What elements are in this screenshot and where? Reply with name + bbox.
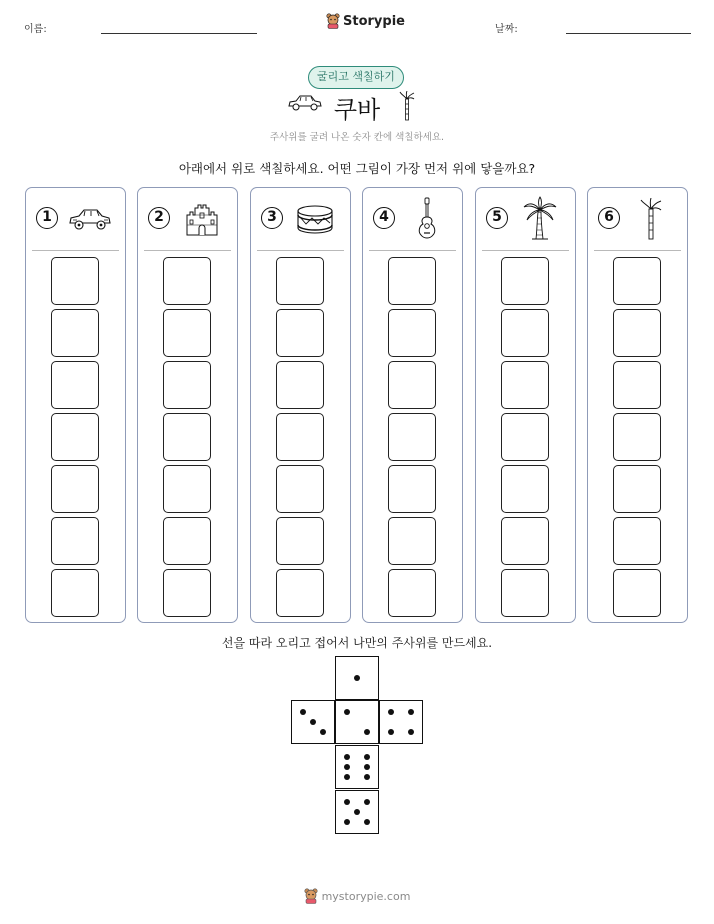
color-box[interactable]	[501, 257, 549, 305]
column-number: 1	[36, 207, 58, 229]
color-box[interactable]	[51, 361, 99, 409]
color-box[interactable]	[613, 309, 661, 357]
color-box[interactable]	[51, 413, 99, 461]
color-box[interactable]	[501, 309, 549, 357]
color-box[interactable]	[276, 569, 324, 617]
column-4	[362, 187, 463, 623]
color-box[interactable]	[276, 413, 324, 461]
color-box[interactable]	[388, 517, 436, 565]
column-divider	[144, 250, 231, 251]
die-pip	[344, 709, 350, 715]
column-header	[251, 188, 350, 251]
guitar-icon	[415, 197, 439, 241]
vintage-car-icon	[68, 206, 112, 232]
die-pip	[408, 709, 414, 715]
subtitle: 주사위를 굴려 나온 숫자 칸에 색칠하세요.	[269, 132, 445, 143]
color-box[interactable]	[51, 465, 99, 513]
color-box[interactable]	[276, 257, 324, 305]
die-face-1	[335, 656, 379, 700]
die-pip	[364, 754, 370, 760]
die-pip	[364, 764, 370, 770]
die-pip	[364, 819, 370, 825]
column-number: 4	[373, 207, 395, 229]
die-pip	[388, 729, 394, 735]
column-header	[363, 188, 462, 251]
color-box[interactable]	[613, 465, 661, 513]
column-divider	[257, 250, 344, 251]
footer	[0, 888, 714, 904]
color-box[interactable]	[163, 569, 211, 617]
color-box[interactable]	[51, 569, 99, 617]
column-6	[587, 187, 688, 623]
column-header	[588, 188, 687, 251]
die-pip	[364, 799, 370, 805]
color-box[interactable]	[276, 361, 324, 409]
date-line	[566, 33, 691, 34]
brand-name: Storypie	[343, 13, 405, 29]
color-box[interactable]	[51, 517, 99, 565]
column-3	[250, 187, 351, 623]
color-box[interactable]	[163, 361, 211, 409]
column-number: 5	[486, 207, 508, 229]
column-number: 6	[598, 207, 620, 229]
color-box[interactable]	[501, 413, 549, 461]
die-pip	[344, 754, 350, 760]
color-box[interactable]	[613, 569, 661, 617]
die-pip	[344, 799, 350, 805]
die-face-2	[335, 700, 379, 744]
castle-icon	[184, 201, 220, 237]
bear-icon	[326, 13, 340, 29]
color-box[interactable]	[388, 361, 436, 409]
name-line	[101, 33, 257, 34]
die-pip	[364, 774, 370, 780]
fold-instruction: 선을 따라 오리고 접어서 나만의 주사위를 만드세요.	[221, 636, 493, 650]
page-title: 쿠바	[333, 96, 381, 124]
color-box[interactable]	[388, 257, 436, 305]
column-divider	[482, 250, 569, 251]
color-box[interactable]	[613, 517, 661, 565]
color-box[interactable]	[501, 361, 549, 409]
column-divider	[369, 250, 456, 251]
die-pip	[320, 729, 326, 735]
color-box[interactable]	[388, 569, 436, 617]
column-number: 3	[261, 207, 283, 229]
die-pip	[344, 819, 350, 825]
die-face-4	[379, 700, 423, 744]
die-pip	[300, 709, 306, 715]
color-box[interactable]	[501, 465, 549, 513]
column-2	[137, 187, 238, 623]
color-box[interactable]	[388, 465, 436, 513]
column-5	[475, 187, 576, 623]
color-box[interactable]	[501, 569, 549, 617]
column-number: 2	[148, 207, 170, 229]
activity-badge: 굴리고 색칠하기	[308, 66, 404, 89]
die-pip	[344, 774, 350, 780]
color-box[interactable]	[163, 517, 211, 565]
bear-icon	[304, 888, 318, 904]
color-box[interactable]	[613, 361, 661, 409]
die-pip	[310, 719, 316, 725]
column-divider	[32, 250, 119, 251]
palm-tree-icon	[522, 196, 558, 242]
color-box[interactable]	[276, 517, 324, 565]
die-pip	[354, 675, 360, 681]
die-pip	[354, 809, 360, 815]
name-label: 이름:	[24, 24, 47, 35]
color-box[interactable]	[163, 309, 211, 357]
die-face-3	[291, 700, 335, 744]
footer-url[interactable]: mystorypie.com	[321, 889, 411, 903]
column-header	[26, 188, 125, 251]
color-box[interactable]	[501, 517, 549, 565]
die-pip	[408, 729, 414, 735]
color-box[interactable]	[51, 257, 99, 305]
color-box[interactable]	[51, 309, 99, 357]
date-label: 날짜:	[495, 24, 518, 35]
color-box[interactable]	[163, 413, 211, 461]
die-face-5	[335, 790, 379, 834]
color-box[interactable]	[276, 465, 324, 513]
color-box[interactable]	[163, 257, 211, 305]
color-box[interactable]	[163, 465, 211, 513]
column-header	[476, 188, 575, 251]
drum-icon	[295, 204, 335, 236]
color-box[interactable]	[613, 413, 661, 461]
die-face-6	[335, 745, 379, 789]
sugarcane-icon	[399, 91, 415, 121]
die-pip	[344, 764, 350, 770]
die-pip	[364, 729, 370, 735]
color-box[interactable]	[388, 309, 436, 357]
column-header	[138, 188, 237, 251]
color-box[interactable]	[276, 309, 324, 357]
sugarcane-icon	[640, 198, 662, 240]
column-1	[25, 187, 126, 623]
instruction: 아래에서 위로 색칠하세요. 어떤 그림이 가장 먼저 위에 닿을까요?	[178, 161, 536, 176]
die-net	[290, 656, 424, 836]
color-box[interactable]	[388, 413, 436, 461]
color-box[interactable]	[613, 257, 661, 305]
die-pip	[388, 709, 394, 715]
column-divider	[594, 250, 681, 251]
brand-logo	[326, 13, 405, 29]
